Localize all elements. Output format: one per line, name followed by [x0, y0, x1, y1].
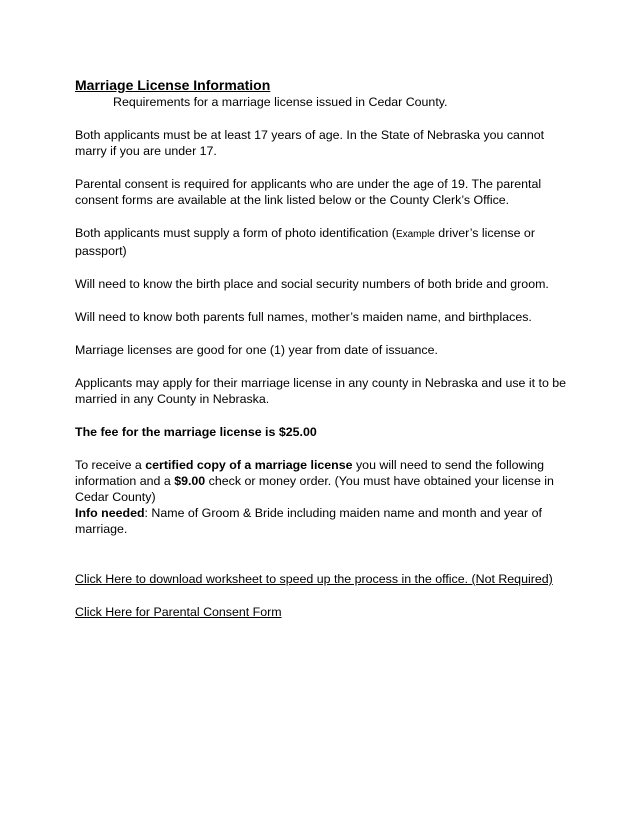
certified-copy-part3: check or money order. (You must have obtained your license in Cedar County): [75, 474, 554, 504]
age-requirement-text: Both applicants must be at least 17 years of age. In the State of Nebraska you cannot marry if you are under 17.: [75, 128, 545, 158]
parental-consent-form-link[interactable]: Click Here for Parental Consent Form: [75, 605, 282, 619]
info-needed-text: [75, 505, 575, 537]
certified-copy-part1: To receive a: [75, 458, 146, 472]
photo-id-after: driver’s license or passport): [75, 226, 535, 258]
info-needed-detail: : Name of Groom & Bride including maiden name and month and year of marriage.: [75, 506, 542, 536]
birth-info-text: Will need to know the birth place and social security numbers of both bride and groom.: [75, 277, 549, 291]
fee-text: [75, 424, 575, 440]
photo-id-text: [75, 225, 575, 259]
parents-info-text: Will need to know both parents full names, mother’s maiden name, and birthplaces.: [75, 310, 532, 324]
photo-id-example: Example: [395, 229, 435, 240]
worksheet-download-link[interactable]: Click Here to download worksheet to speed up the process in the office. (Not Required): [75, 572, 553, 586]
certified-copy-text: [75, 457, 575, 505]
certified-copy-fee: $9.00: [174, 474, 206, 488]
page-subtitle: Requirements for a marriage license issued in Cedar County.: [113, 95, 448, 109]
apply-anywhere-text: Applicants may apply for their marriage license in any county in Nebraska and use it to be married in any County in Nebraska.: [75, 376, 567, 406]
photo-id-before: Both applicants must supply a form of photo identification (: [75, 226, 396, 240]
worksheet-link-line: [75, 571, 575, 587]
parental-consent-text: Parental consent is required for applicants who are under the age of 19. The parental consent forms are available at the link listed below or the County Clerk’s Office.: [75, 177, 542, 207]
certified-copy-bold1: certified copy of a marriage license: [145, 458, 353, 472]
info-needed-label: Info needed: [75, 506, 145, 520]
page-title: Marriage License Information: [75, 77, 271, 93]
document-body: [75, 76, 575, 620]
certified-copy-part2: you will need to send the following information and a: [75, 458, 545, 488]
fee-bold: The fee for the marriage license is $25.00: [75, 425, 317, 439]
validity-text: Marriage licenses are good for one (1) year from date of issuance.: [75, 343, 438, 357]
consent-form-link-line: [75, 604, 575, 620]
